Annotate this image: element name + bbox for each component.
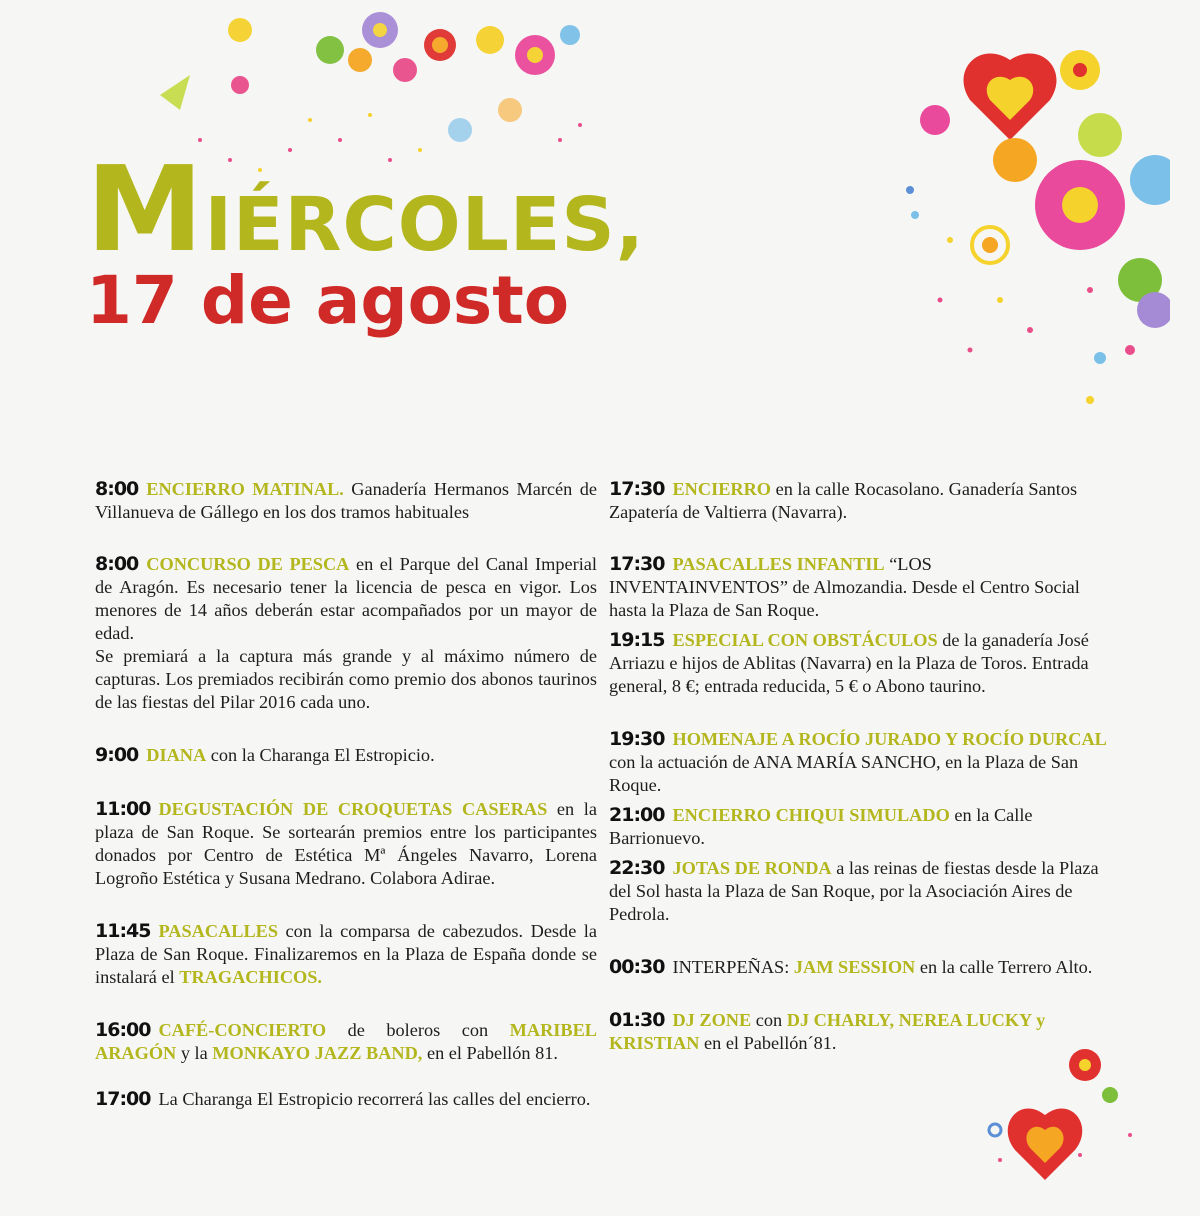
event-description: con la comparsa de cabezudos. Desde la Plaza de San Roque. Finalizaremos en la Plaza de España donde se instalará el bbox=[95, 921, 597, 987]
schedule-item bbox=[609, 553, 1114, 622]
event-highlight: TRAGACHICOS. bbox=[179, 967, 322, 987]
event-highlight: ENCIERRO bbox=[672, 479, 772, 499]
schedule-item bbox=[609, 1009, 1114, 1055]
event-highlight: JOTAS DE RONDA bbox=[672, 858, 832, 878]
schedule-item bbox=[95, 920, 597, 989]
schedule-item bbox=[609, 956, 1114, 979]
event-time: 8:00 bbox=[95, 478, 139, 500]
event-description: y la bbox=[176, 1043, 213, 1063]
event-description: en la calle Rocasolano. Ganadería Santos Zapatería de Valtierra (Navarra). bbox=[609, 479, 1078, 522]
event-highlight: MARIBEL ARAGÓN bbox=[95, 1020, 597, 1063]
event-highlight: DJ ZONE bbox=[672, 1010, 752, 1030]
event-description: en el Pabellón 81. bbox=[422, 1043, 558, 1063]
event-highlight: JAM SESSION bbox=[793, 957, 916, 977]
event-description: La Charanga El Estropicio recorrerá las calles del encierro. bbox=[158, 1089, 591, 1109]
event-description: a las reinas de fiestas desde la Plaza del Sol hasta la Plaza de San Roque, por la Asociación Aires de Pedrola. bbox=[609, 858, 1099, 924]
event-description: con la actuación de ANA MARÍA SANCHO, en la Plaza de San Roque. bbox=[609, 752, 1079, 795]
schedule-item bbox=[609, 728, 1114, 797]
flower-decoration-right-icon bbox=[890, 30, 1170, 410]
schedule-item bbox=[95, 1019, 597, 1065]
event-highlight: CONCURSO DE PESCA bbox=[146, 554, 350, 574]
event-time: 8:00 bbox=[95, 553, 139, 575]
schedule-item bbox=[95, 798, 597, 890]
event-description: Se premiará a la captura más grande y al máximo número de capturas. Los premiados recibirán como premio dos abonos taurinos de las fiestas del Pilar 2016 cada uno. bbox=[95, 646, 597, 712]
title-rest: IÉRCOLES, bbox=[204, 182, 645, 268]
event-time: 00:30 bbox=[609, 956, 665, 978]
event-time: 11:00 bbox=[95, 798, 151, 820]
event-description: INTERPEÑAS: bbox=[672, 957, 794, 977]
event-description: con bbox=[751, 1010, 787, 1030]
event-highlight: DIANA bbox=[146, 745, 207, 765]
schedule-item bbox=[609, 857, 1114, 926]
event-description: Ganadería Hermanos Marcén de Villanueva de Gállego en los dos tramos habituales bbox=[95, 479, 597, 522]
event-highlight: MONKAYO JAZZ BAND, bbox=[212, 1043, 423, 1063]
event-highlight: CAFÉ-CONCIERTO bbox=[158, 1020, 327, 1040]
event-time: 21:00 bbox=[609, 804, 665, 826]
event-highlight: ENCIERRO MATINAL. bbox=[146, 479, 344, 499]
event-description: de la ganadería José Arriazu e hijos de Ablitas (Navarra) en la Plaza de Toros. Entrada general, 8 €; entrada reducida, 5 € o Abono taurino. bbox=[609, 630, 1089, 696]
event-description: en la Calle Barrionuevo. bbox=[609, 805, 1033, 848]
event-description: con la Charanga El Estropicio. bbox=[206, 745, 435, 765]
title-initial: M bbox=[86, 140, 205, 278]
event-description: en la plaza de San Roque. Se sortearán premios entre los participantes donados por Centro de Estética Mª Ángeles Navarro, Lorena Logroño Estética y Susana Medrano. Colabora Adirae. bbox=[95, 799, 597, 888]
event-description: en el Pabellón´81. bbox=[699, 1033, 837, 1053]
event-description: de boleros con bbox=[326, 1020, 510, 1040]
schedule-item bbox=[609, 629, 1114, 698]
event-highlight: PASACALLES INFANTIL bbox=[672, 554, 885, 574]
event-highlight: HOMENAJE A ROCÍO JURADO Y ROCÍO DURCAL bbox=[672, 729, 1107, 749]
event-time: 17:30 bbox=[609, 553, 665, 575]
schedule-item bbox=[95, 553, 597, 714]
schedule-item bbox=[609, 478, 1114, 524]
event-time: 22:30 bbox=[609, 857, 665, 879]
heart-decoration-bottom-icon bbox=[980, 1035, 1150, 1185]
schedule-item bbox=[95, 478, 597, 524]
schedule-item bbox=[95, 1088, 597, 1111]
event-time: 11:45 bbox=[95, 920, 151, 942]
schedule-item bbox=[609, 804, 1114, 850]
event-time: 9:00 bbox=[95, 744, 139, 766]
event-time: 17:00 bbox=[95, 1088, 151, 1110]
event-highlight: ESPECIAL CON OBSTÁCULOS bbox=[672, 630, 938, 650]
page-title-weekday bbox=[86, 140, 645, 278]
event-time: 19:30 bbox=[609, 728, 665, 750]
event-highlight: DEGUSTACIÓN DE CROQUETAS CASERAS bbox=[158, 799, 548, 819]
event-description: en la calle Terrero Alto. bbox=[915, 957, 1093, 977]
event-highlight: DJ CHARLY, NEREA LUCKY y KRISTIAN bbox=[609, 1010, 1046, 1053]
event-time: 16:00 bbox=[95, 1019, 151, 1041]
event-time: 17:30 bbox=[609, 478, 665, 500]
schedule-item bbox=[95, 744, 597, 767]
page-title-date: 17 de agosto bbox=[86, 262, 570, 339]
event-description: en el Parque del Canal Imperial de Aragón. Es necesario tener la licencia de pesca en vigor. Los menores de 14 años deberán estar acompañados por un mayor de edad. bbox=[95, 554, 597, 643]
event-time: 01:30 bbox=[609, 1009, 665, 1031]
event-description: “LOS INVENTAINVENTOS” de Almozandia. Desde el Centro Social hasta la Plaza de San Roque. bbox=[609, 554, 1080, 620]
event-highlight: PASACALLES bbox=[158, 921, 279, 941]
event-highlight: ENCIERRO CHIQUI SIMULADO bbox=[672, 805, 950, 825]
event-time: 19:15 bbox=[609, 629, 665, 651]
